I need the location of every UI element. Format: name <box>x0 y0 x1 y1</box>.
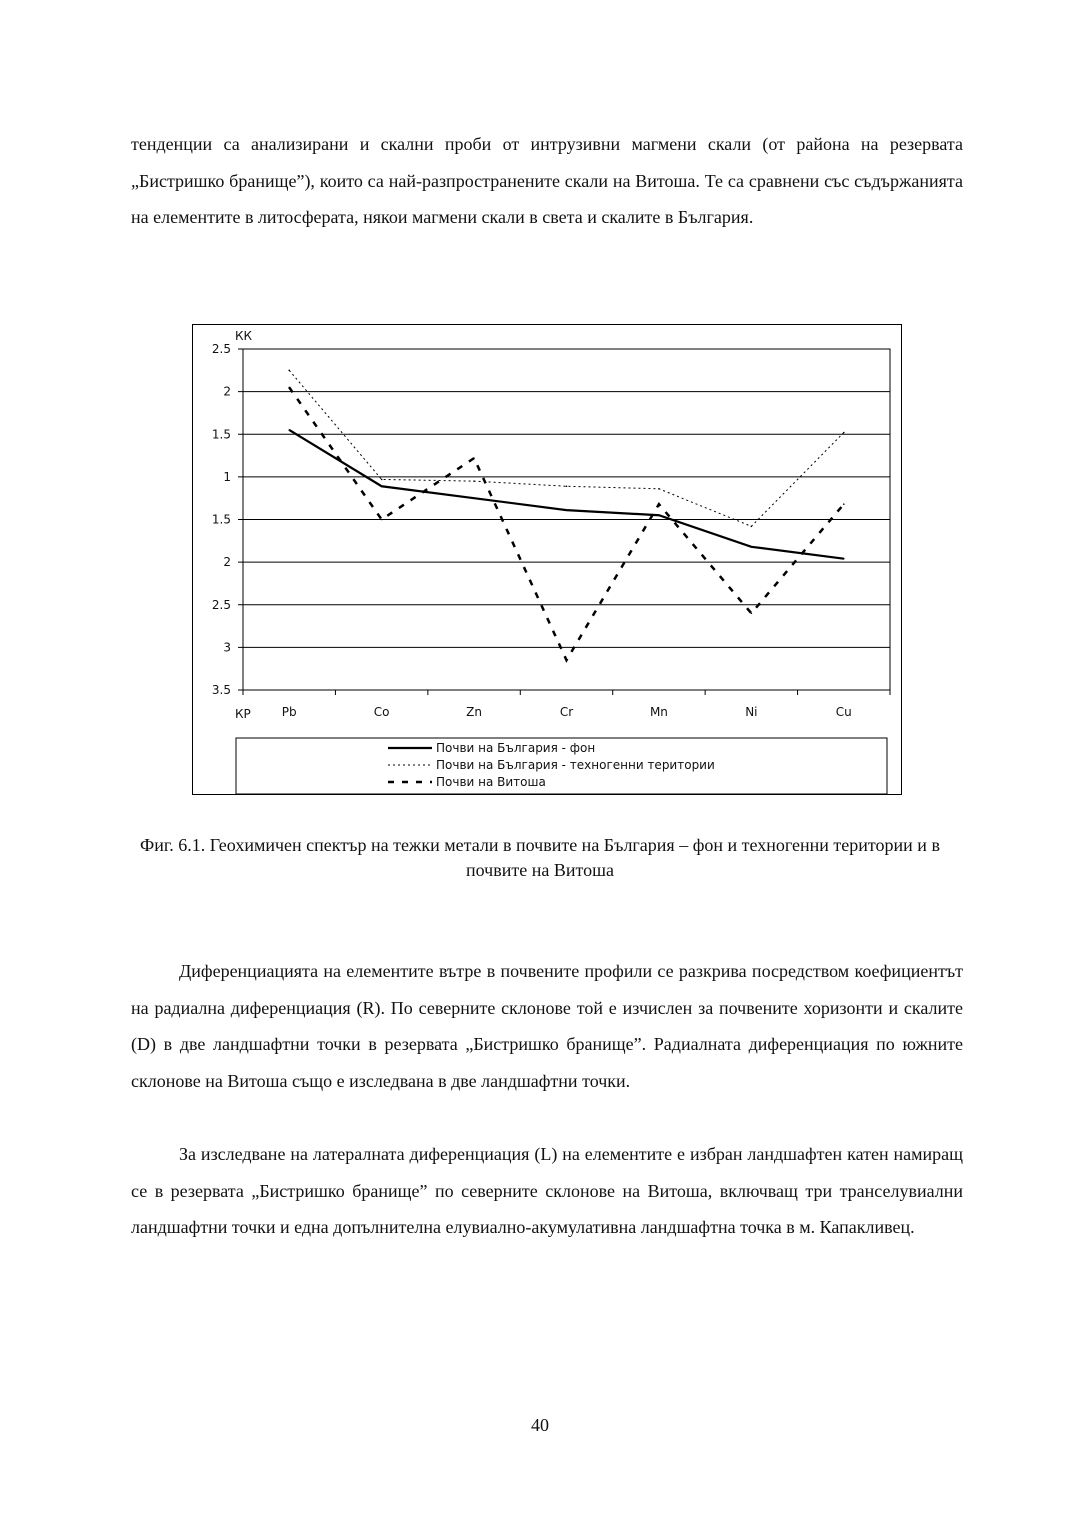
legend-label-3: Почви на Витоша <box>436 775 546 789</box>
paragraph-2: За изследване на латералната диференциация (L) на елементите е избран ландшафтен катен намиращ се в резервата „Бистришко бранище” по северните склонове на Витоша, включващ три транселувиални ландшафтни точки и една допълнителна елувиално-акумулативна ландшафтна точка в м. Капакливец. <box>131 1144 963 1237</box>
data-point <box>288 387 290 389</box>
data-point <box>843 432 845 434</box>
chart-svg <box>192 324 902 795</box>
figure-caption: Фиг. 6.1. Геохимичен спектър на тежки метали в почвите на България – фон и техногенни територии и в почвите на Витоша <box>140 835 940 880</box>
y-tick-label: 2 <box>223 384 231 399</box>
data-point <box>288 370 290 372</box>
legend-label-1: Почви на България - фон <box>436 741 596 755</box>
x-tick-label: Zn <box>466 705 482 719</box>
data-point <box>473 480 475 482</box>
y-tick-label: 1 <box>223 469 231 484</box>
y-axis-label-bottom: КР <box>235 707 251 721</box>
chart-frame <box>193 325 902 795</box>
x-tick-label: Pb <box>281 705 297 719</box>
y-tick-label: 2.5 <box>211 597 231 612</box>
y-tick-label: 1.5 <box>211 427 231 442</box>
legend-label-2: Почви на България - техногенни територии <box>436 758 715 772</box>
x-tick-label: Co <box>373 705 390 719</box>
data-point <box>473 457 475 459</box>
data-point <box>751 612 753 614</box>
data-point <box>843 558 845 560</box>
y-tick-label: 3 <box>223 640 231 655</box>
x-tick-label: Mn <box>649 705 668 719</box>
data-point <box>381 479 383 481</box>
data-point <box>381 519 383 521</box>
y-tick-label: 2.5 <box>211 342 231 356</box>
y-tick-label: 2 <box>223 555 231 570</box>
x-tick-label: Cr <box>559 705 574 719</box>
data-point <box>751 546 753 548</box>
top-paragraph: тенденции са анализирани и скални проби от интрузивни магмени скали (от района на резервата „Бистришко бранище”), които са най-разпространените скали на Витоша. Те са сравнени със съдържанията на елементите в литосферата, някои магмени скали в света и скалите в България. <box>131 134 963 227</box>
data-point <box>566 659 568 661</box>
x-tick-label: Cu <box>835 705 852 719</box>
paragraph-1: Диференциацията на елементите вътре в почвените профили се разкрива посредством коефициентът на радиална диференциация (R). По северните склонове той е изчислен за почвените хоризонти и скалите (D) в две ландшафтни точки в резервата „Бистришко бранище”. Радиалната диференциация по южните склонове на Витоша също е изследвана в две ландшафтни точки. <box>131 961 963 1091</box>
y-tick-label: 1.5 <box>211 512 231 527</box>
data-point <box>381 485 383 487</box>
data-point <box>658 503 660 505</box>
data-point <box>658 514 660 516</box>
data-point <box>566 509 568 511</box>
x-tick-label: Ni <box>745 705 758 719</box>
chart-figure <box>192 324 902 795</box>
page-number: 40 <box>531 1415 549 1435</box>
data-point <box>658 488 660 490</box>
data-point <box>751 526 753 528</box>
y-axis-label-top: КК <box>235 329 253 343</box>
y-tick-label: 3.5 <box>211 683 231 697</box>
data-point <box>566 485 568 487</box>
data-point <box>473 497 475 499</box>
data-point <box>288 429 290 431</box>
data-point <box>843 503 845 505</box>
